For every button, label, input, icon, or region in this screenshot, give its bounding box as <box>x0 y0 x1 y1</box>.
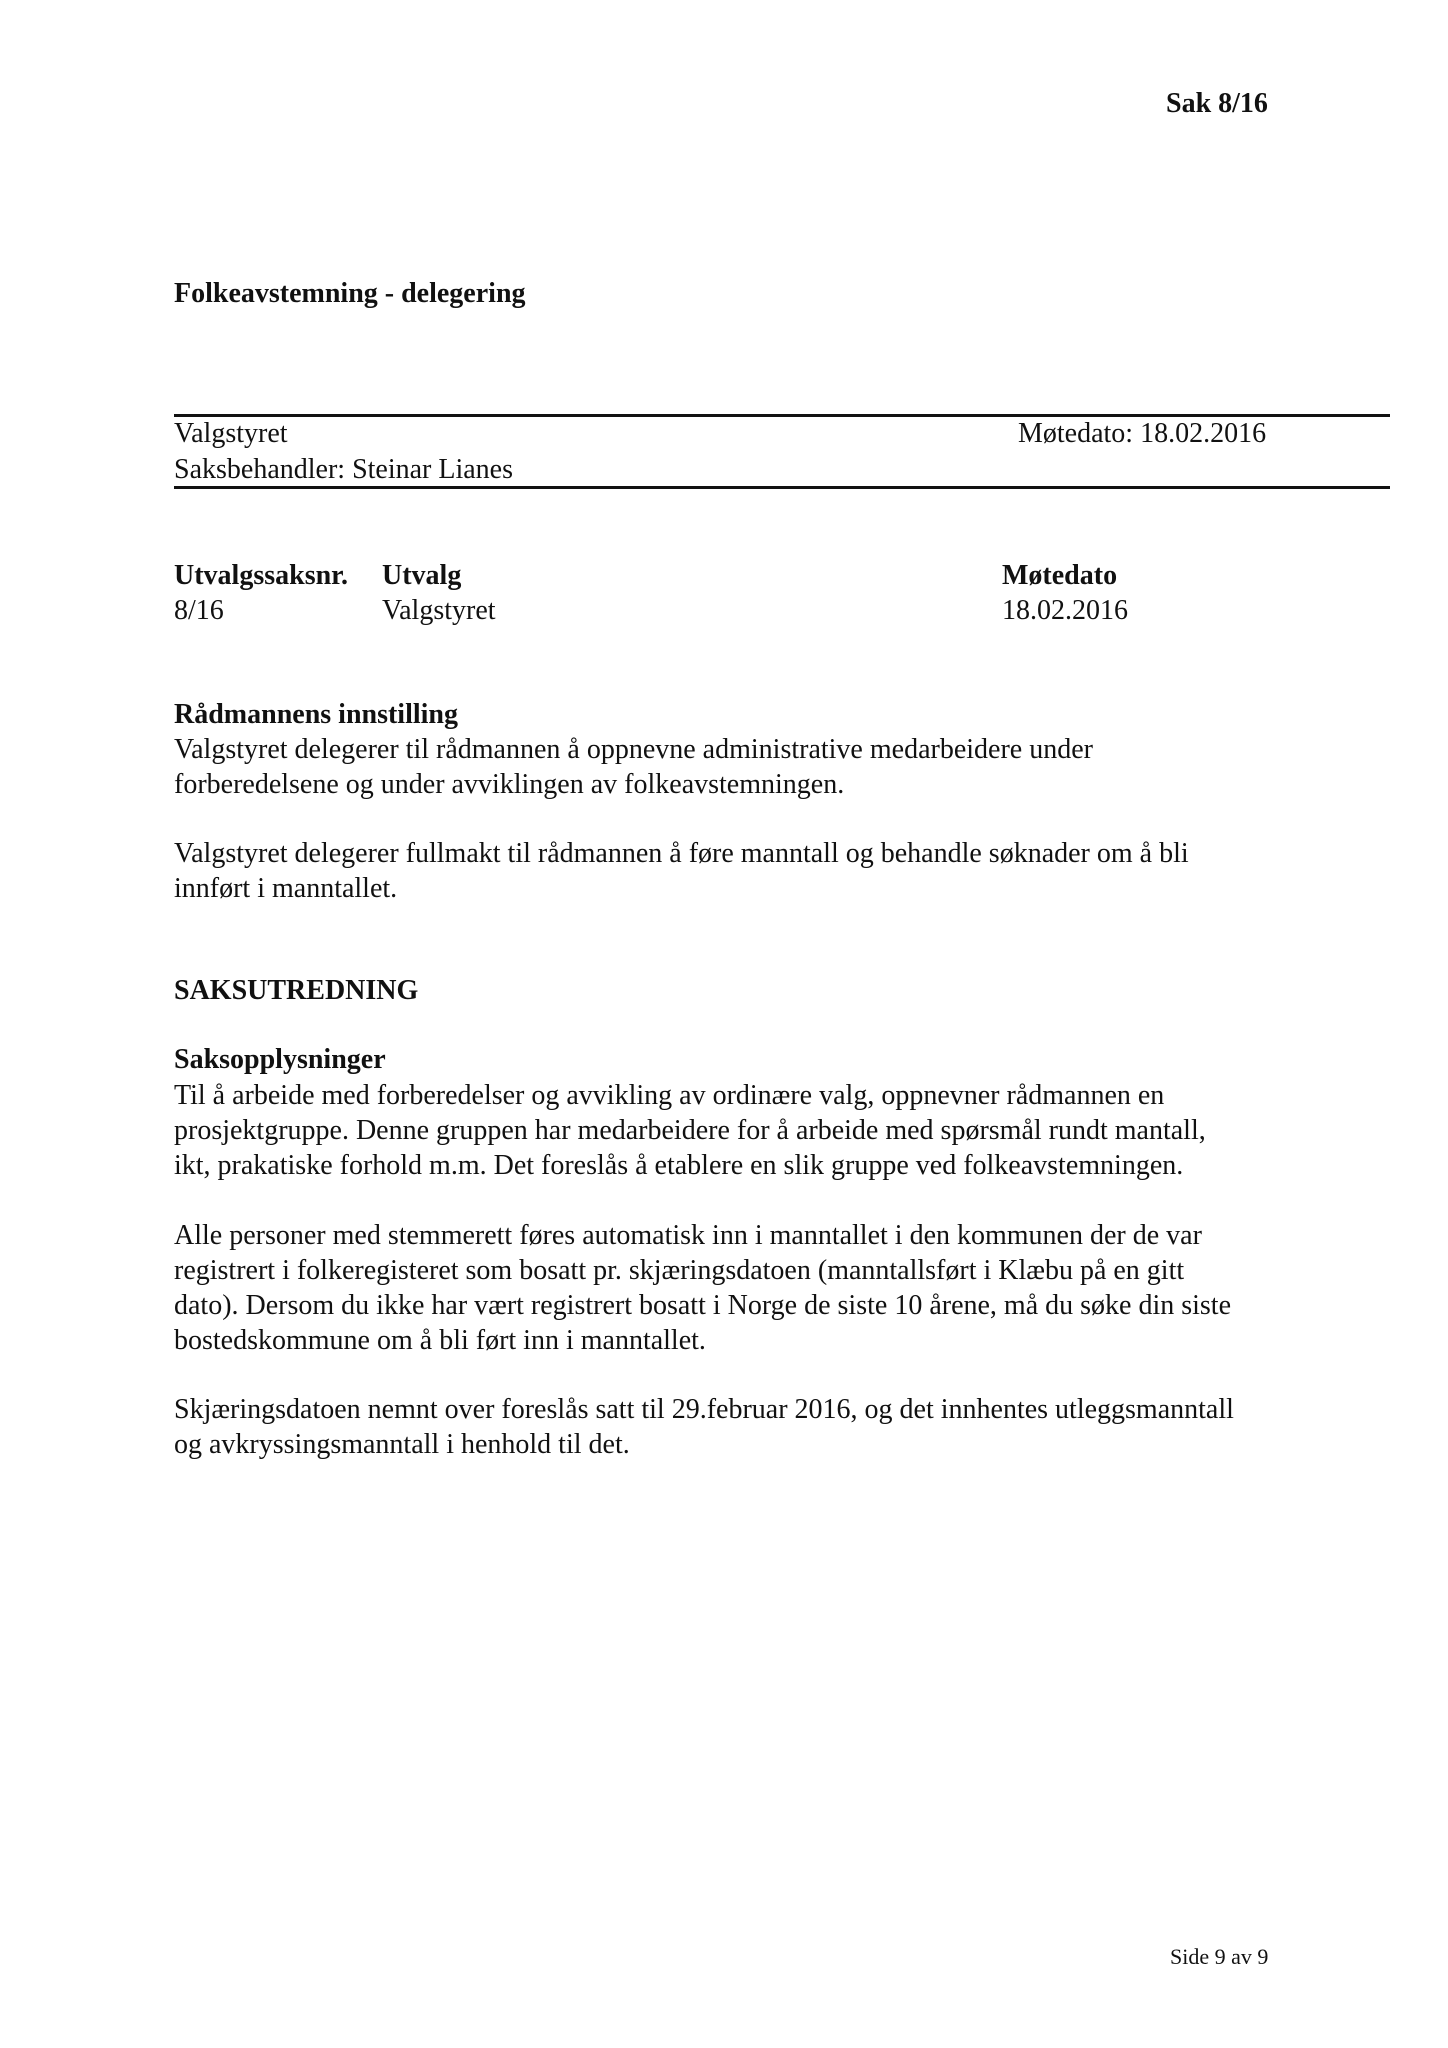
document-title: Folkeavstemning - delegering <box>174 278 526 309</box>
recommendation-heading: Rådmannens innstilling <box>174 699 458 730</box>
text-line: Til å arbeide med forberedelser og avvikling av ordinære valg, oppnevner rådmannen en <box>174 1080 1165 1111</box>
text-line: forberedelsene og under avviklingen av folkeavstemningen. <box>174 769 845 800</box>
text-line: Alle personer med stemmerett føres automatisk inn i manntallet i den kommunen der de var <box>174 1220 1202 1251</box>
meta-committee: Valgstyret <box>174 418 288 449</box>
meta-meeting-date: Møtedato: 18.02.2016 <box>1018 418 1267 449</box>
report-paragraph <box>174 1078 1414 1183</box>
text-line: prosjektgruppe. Denne gruppen har medarbeidere for å arbeide med spørsmål rundt mantall, <box>174 1115 1206 1146</box>
text-line: registrert i folkeregisteret som bosatt pr. skjæringsdatoen (manntallsført i Klæbu på en gitt <box>174 1255 1185 1286</box>
table-header-committee: Utvalg <box>382 560 462 591</box>
meta-case-handler: Saksbehandler: Steinar Lianes <box>174 454 514 485</box>
meta-bottom-rule <box>174 486 1390 489</box>
text-line: Valgstyret delegerer fullmakt til rådmannen å føre manntall og behandle søknader om å bli <box>174 838 1189 869</box>
table-cell-committee: Valgstyret <box>382 595 496 626</box>
text-line: bostedskommune om å bli ført inn i manntallet. <box>174 1325 706 1356</box>
report-paragraph <box>174 1218 1414 1358</box>
table-cell-meeting-date: 18.02.2016 <box>1002 595 1128 626</box>
text-line: innført i manntallet. <box>174 873 398 904</box>
text-line: og avkryssingsmanntall i henhold til det. <box>174 1429 630 1460</box>
recommendation-paragraph <box>174 732 1414 802</box>
text-line: ikt, prakatiske forhold m.m. Det foreslås å etablere en slik gruppe ved folkeavstemningen. <box>174 1150 1184 1181</box>
report-heading: SAKSUTREDNING <box>174 975 419 1006</box>
report-subheading: Saksopplysninger <box>174 1044 386 1075</box>
recommendation-paragraph <box>174 836 1414 906</box>
report-paragraph <box>174 1392 1414 1462</box>
text-line: Valgstyret delegerer til rådmannen å oppnevne administrative medarbeidere under <box>174 734 1093 765</box>
case-number: Sak 8/16 <box>1166 88 1268 119</box>
table-header-meeting-date: Møtedato <box>1002 560 1118 591</box>
text-line: Skjæringsdatoen nemnt over foreslås satt til 29.februar 2016, og det innhentes utleggsmanntall <box>174 1394 1234 1425</box>
meta-top-rule <box>174 414 1390 417</box>
text-line: dato). Dersom du ikke har vært registrert bosatt i Norge de siste 10 årene, må du søke din siste <box>174 1290 1232 1321</box>
table-cell-case-no: 8/16 <box>174 595 224 626</box>
table-header-case-no: Utvalgssaksnr. <box>174 560 349 591</box>
page-number: Side 9 av 9 <box>1170 1944 1269 1969</box>
